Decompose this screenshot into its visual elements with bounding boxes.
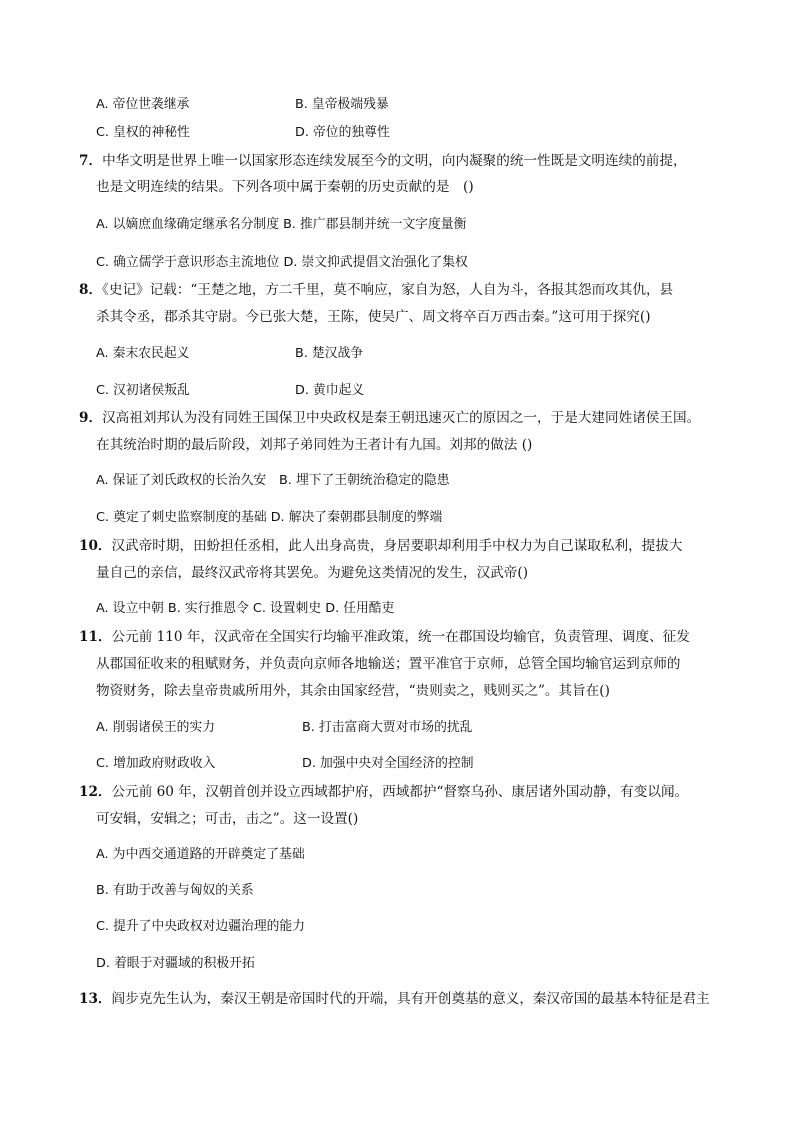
question-12-number: 12． [79,784,112,800]
question-12-text: 公元前 60 年，汉朝首创并设立西域都护府，西域都护“督察乌孙、康居诸外国动静，有变以闻。 [111,784,689,800]
question-9-text: 汉高祖刘邦认为没有同姓王国保卫中央政权是秦王朝迅速灭亡的原因之一，于是大建同姓诸侯王国。 [102,410,701,426]
question-11-text: 公元前 110 年，汉武帝在全国实行均输平准政策，统一在郡国设均输官，负责管理、调度、征发 [111,629,690,645]
q6-option-b: B. 皇帝极端残暴 [295,97,389,112]
q8-option-d: D. 黄巾起义 [295,383,365,398]
q6-option-d: D. 帝位的独尊性 [295,125,390,140]
question-7-number: 7． [79,153,103,169]
question-7-text: 中华文明是世界上唯一以国家形态连续发展至今的文明，向内凝聚的统一性既是文明连续的前提， [102,153,687,169]
question-11-line-1 [79,628,690,646]
question-12-line-2: 可安辑，安辑之；可击，击之”。这一设置() [96,811,359,827]
question-8-line-2: 杀其令丞，郡杀其守尉。今已张大楚，王陈，使吴广、周文将卒百万西击秦。”这可用于探究() [96,309,651,325]
q9-options-cd: C. 奠定了刺史监察制度的基础 D. 解决了秦朝郡县制度的弊端 [96,510,443,525]
q12-option-c: C. 提升了中央政权对边疆治理的能力 [96,919,306,934]
q8-option-c: C. 汉初诸侯叛乱 [96,383,190,398]
question-11-number: 11． [79,629,112,645]
question-8-text: 《史记》记载：“王楚之地，方二千里，莫不响应，家自为怒，人自为斗，各报其怨而攻其仇，县 [102,282,674,298]
q12-option-b: B. 有助于改善与匈奴的关系 [96,883,254,898]
q11-option-b: B. 打击富商大贾对市场的扰乱 [302,720,473,735]
question-10-text: 汉武帝时期，田蚡担任丞相，此人出身高贵，身居要职却利用手中权力为自己谋取私利，提拔大 [111,538,683,554]
question-11-line-3: 物资财务，除去皇帝贵戚所用外，其余由国家经营，“贵则卖之，贱则买之”。其旨在() [96,683,610,699]
question-10-number: 10． [79,538,112,554]
q11-option-a: A. 削弱诸侯王的实力 [96,720,216,735]
question-10-line-1 [79,537,682,555]
q8-option-a: A. 秦末农民起义 [96,346,190,361]
q8-option-b: B. 楚汉战争 [295,346,364,361]
question-13-text: 阎步克先生认为，秦汉王朝是帝国时代的开端，具有开创奠基的意义，秦汉帝国的最基本特征是君主 [111,991,710,1007]
question-13-number: 13． [79,991,112,1007]
q7-options-ab: A. 以嫡庶血缘确定继承名分制度 B. 推广郡县制并统一文字度量衡 [96,217,467,232]
question-9-number: 9． [79,410,103,426]
question-8-number: 8． [79,282,103,298]
question-13-line-1 [79,990,710,1008]
q7-options-cd: C. 确立儒学于意识形态主流地位 D. 崇文抑武提倡文治强化了集权 [96,255,468,270]
q11-option-c: C. 增加政府财政收入 [96,756,216,771]
question-9-line-2: 在其统治时期的最后阶段，刘邦子弟同姓为王者计有九国。刘邦的做法 () [96,437,533,453]
q6-option-a: A. 帝位世袭继承 [96,97,190,112]
q12-option-a: A. 为中西交通道路的开辟奠定了基础 [96,847,305,862]
question-7-line-2: 也是文明连续的结果。下列各项中属于秦朝的历史贡献的是 () [96,179,474,195]
question-8-line-1 [79,281,673,299]
q9-options-ab: A. 保证了刘氏政权的长治久安 B. 埋下了王朝统治稳定的隐患 [96,473,450,488]
question-12-line-1 [79,783,688,801]
question-11-line-2: 从郡国征收来的租赋财务，并负责向京师各地输送；置平准官于京师，总管全国均输官运到京师的 [96,656,681,672]
question-7-line-1 [79,152,687,170]
question-9-line-1 [79,409,700,427]
q10-options: A. 设立中朝 B. 实行推恩令 C. 设置刺史 D. 任用酷吏 [96,601,395,616]
q6-option-c: C. 皇权的神秘性 [96,125,190,140]
q11-option-d: D. 加强中央对全国经济的控制 [302,756,474,771]
q12-option-d: D. 着眼于对疆域的积极开拓 [96,956,255,971]
question-10-line-2: 量自己的亲信，最终汉武帝将其罢免。为避免这类情况的发生，汉武帝() [96,565,529,581]
